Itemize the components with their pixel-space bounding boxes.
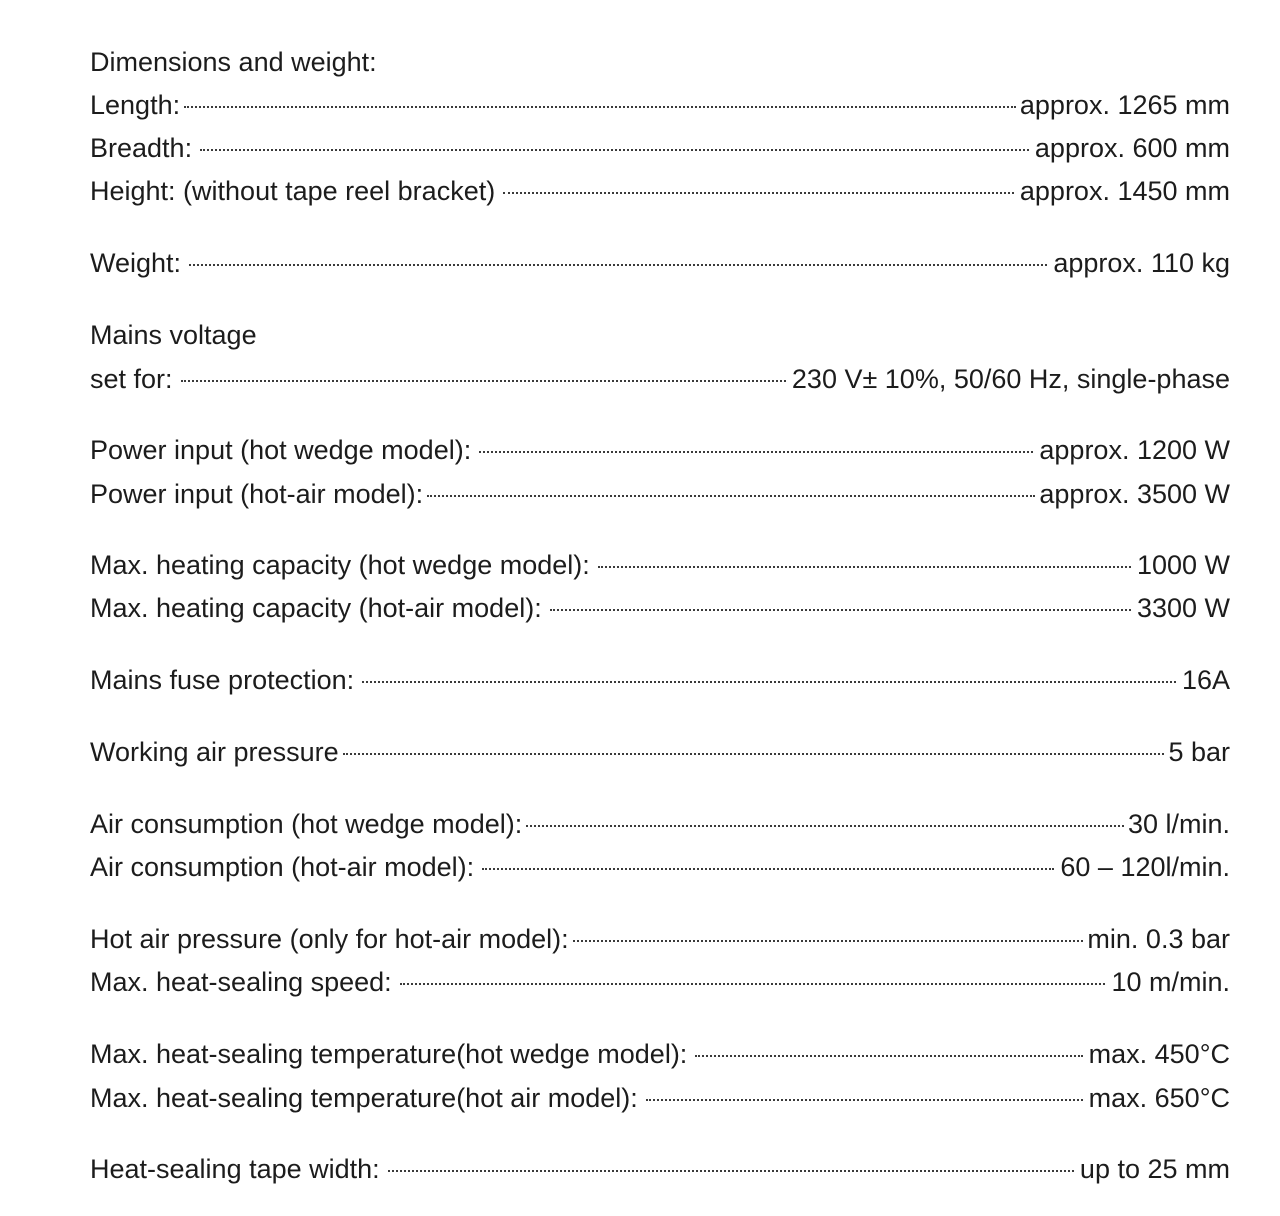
spec-label: Max. heat-sealing temperature(hot air model):	[90, 1083, 638, 1113]
spec-value: approx. 1200 W	[1039, 435, 1230, 465]
dot-leader	[343, 753, 1165, 755]
dot-leader	[482, 868, 1054, 870]
spec-label: Breadth:	[90, 133, 193, 163]
dot-leader	[388, 1170, 1074, 1172]
spec-label: Air consumption (hot-air model):	[90, 852, 475, 882]
spec-label: Working air pressure	[90, 737, 339, 767]
spec-value: approx. 3500 W	[1039, 479, 1230, 509]
heading-text: Dimensions and weight:	[90, 47, 377, 77]
dot-leader	[550, 609, 1131, 611]
spec-value: 60 – 120l/min.	[1060, 852, 1230, 882]
dot-leader	[695, 1055, 1082, 1057]
heading-text: Mains voltage	[90, 320, 257, 350]
spec-row-temperature-hot-air	[90, 1081, 1230, 1115]
spec-label: Air consumption (hot wedge model):	[90, 809, 523, 839]
dot-leader	[400, 983, 1106, 985]
spec-sheet	[90, 0, 1230, 1216]
spec-label: Max. heating capacity (hot wedge model):	[90, 550, 590, 580]
spec-value: approx. 600 mm	[1034, 133, 1230, 163]
spec-value: approx. 110 kg	[1053, 248, 1230, 278]
spec-row-air-consumption-hot-air	[90, 850, 1230, 884]
spec-row-tape-width	[90, 1152, 1230, 1186]
dot-leader	[427, 495, 1035, 497]
dot-leader	[573, 940, 1084, 942]
spec-value: 10 m/min.	[1111, 967, 1230, 997]
spec-row-working-air-pressure	[90, 735, 1230, 769]
spec-row-power-input-hot-wedge	[90, 433, 1230, 467]
spec-value: max. 450°C	[1088, 1039, 1230, 1069]
spec-row-hot-air-pressure	[90, 922, 1230, 956]
spec-value: 1000 W	[1136, 550, 1230, 580]
dot-leader	[200, 149, 1029, 151]
spec-row-heat-sealing-speed	[90, 965, 1230, 999]
spec-label: Heat-sealing tape width:	[90, 1154, 380, 1184]
dot-leader	[479, 451, 1033, 453]
dot-leader	[181, 380, 786, 382]
spec-row-air-consumption-hot-wedge	[90, 807, 1230, 841]
dot-leader	[598, 566, 1131, 568]
spec-label: Power input (hot wedge model):	[90, 435, 472, 465]
spec-value: up to 25 mm	[1079, 1154, 1230, 1184]
spec-value: 5 bar	[1168, 737, 1230, 767]
spec-row-heating-capacity-hot-air	[90, 591, 1230, 625]
spec-label: Max. heat-sealing speed:	[90, 967, 392, 997]
dot-leader	[646, 1099, 1083, 1101]
spec-value: min. 0.3 bar	[1087, 924, 1230, 954]
section-heading-mains-voltage	[90, 318, 1230, 352]
spec-label: Max. heat-sealing temperature(hot wedge model):	[90, 1039, 688, 1069]
spec-label: Hot air pressure (only for hot-air model):	[90, 924, 569, 954]
section-heading-dimensions	[90, 45, 1230, 79]
spec-label: Power input (hot-air model):	[90, 479, 424, 509]
spec-value: 30 l/min.	[1127, 809, 1230, 839]
spec-label: Weight:	[90, 248, 182, 278]
spec-label: Mains fuse protection:	[90, 665, 355, 695]
spec-row-length	[90, 88, 1230, 122]
spec-row-height	[90, 174, 1230, 208]
dot-leader	[362, 681, 1176, 683]
spec-row-mains-set-for	[90, 362, 1230, 396]
spec-row-heating-capacity-hot-wedge	[90, 548, 1230, 582]
spec-row-weight	[90, 246, 1230, 280]
dot-leader	[189, 264, 1047, 266]
spec-row-mains-fuse	[90, 663, 1230, 697]
spec-value: 3300 W	[1136, 593, 1230, 623]
spec-value: 230 V± 10%, 50/60 Hz, single-phase	[791, 364, 1230, 394]
spec-value: 16A	[1181, 665, 1230, 695]
spec-label: Max. heating capacity (hot-air model):	[90, 593, 542, 623]
dot-leader	[184, 106, 1016, 108]
spec-value: approx. 1450 mm	[1019, 176, 1230, 206]
spec-value: approx. 1265 mm	[1019, 90, 1230, 120]
dot-leader	[526, 825, 1124, 827]
spec-label: Length:	[90, 90, 181, 120]
spec-row-temperature-hot-wedge	[90, 1037, 1230, 1071]
dot-leader	[503, 192, 1014, 194]
spec-label: set for:	[90, 364, 173, 394]
spec-row-power-input-hot-air	[90, 477, 1230, 511]
spec-label: Height: (without tape reel bracket)	[90, 176, 496, 206]
spec-row-breadth	[90, 131, 1230, 165]
spec-value: max. 650°C	[1088, 1083, 1230, 1113]
